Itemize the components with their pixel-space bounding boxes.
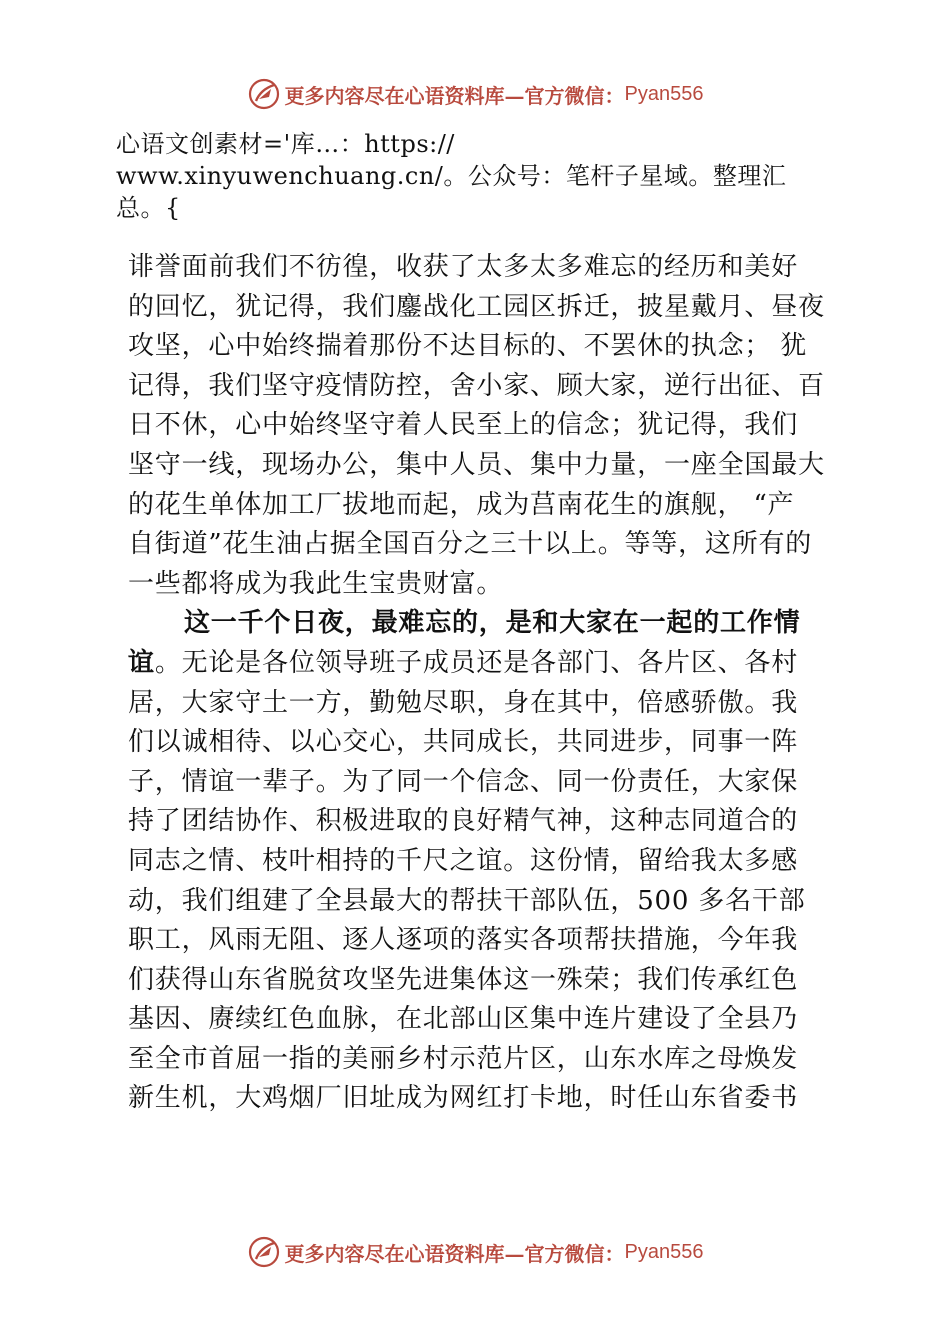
paragraph-heading-end: 谊 (128, 647, 155, 678)
paragraph-1 (128, 248, 844, 604)
logo-icon (247, 1235, 281, 1269)
text-line: 新生机，大鸡烟厂旧址成为网红打卡地，时任山东省委书 (128, 1083, 799, 1114)
source-line: 心语文创素材='库…：https:// (116, 130, 455, 158)
text-line: 诽誉面前我们不彷徨，收获了太多太多难忘的经历和美好 (128, 252, 799, 282)
text-line: 同志之情、枝叶相持的千尺之谊。这份情，留给我太多感 (128, 845, 799, 876)
paragraph-heading: 这一千个日夜，最难忘的，是和大家在一起的工作情 (184, 608, 801, 639)
text-line: 一些都将成为我此生宝贵财富。 (128, 568, 504, 599)
text-line (128, 644, 844, 684)
source-line: www.xinyuwenchuang.cn/。公众号：笔杆子星域。整理汇 (116, 162, 787, 190)
text-line: 动，我们组建了全县最大的帮扶干部队伍，500 多名干部 (128, 885, 806, 916)
source-note (116, 128, 846, 224)
document-body (128, 248, 844, 1119)
paragraph-2 (128, 604, 844, 1119)
header-banner (0, 74, 950, 114)
text-line: 基因、赓续红色血脉，在北部山区集中连片建设了全县乃 (128, 1004, 799, 1035)
text-line: 坚守一线，现场办公，集中人员、集中力量，一座全国最大 (128, 449, 825, 480)
text-line: 的花生单体加工厂拔地而起，成为莒南花生的旗舰， “产 (128, 489, 795, 520)
footer-banner (0, 1232, 950, 1272)
text-line: 子，情谊一辈子。为了同一个信念、同一份责任，大家保 (128, 766, 799, 797)
text-line: 的回忆，犹记得，我们鏖战化工园区拆迁，披星戴月、昼夜 (128, 291, 825, 322)
text-line: 持了团结协作、积极进取的良好精气神，这种志同道合的 (128, 806, 799, 837)
text-line: 居，大家守土一方，勤勉尽职，身在其中，倍感骄傲。我 (128, 687, 799, 718)
text-line: 们获得山东省脱贫攻坚先进集体这一殊荣；我们传承红色 (128, 964, 799, 995)
banner-text: 更多内容尽在心语资料库—官方微信： (284, 83, 625, 108)
source-line: 总。{ (116, 194, 181, 222)
banner-contact: Pyan556 (624, 1240, 704, 1263)
text-line: 自街道”花生油占据全国百分之三十以上。等等，这所有的 (128, 529, 813, 560)
text-line: 攻坚，心中始终揣着那份不达目标的、不罢休的执念； 犹 (128, 331, 808, 362)
text-line: 至全市首屈一指的美丽乡村示范片区，山东水库之母焕发 (128, 1043, 799, 1074)
banner-contact: Pyan556 (624, 82, 704, 105)
banner-text: 更多内容尽在心语资料库—官方微信： (284, 1241, 625, 1266)
text-line (128, 604, 844, 644)
text-line: 职工，风雨无阻、逐人逐项的落实各项帮扶措施，今年我 (128, 925, 799, 956)
text-line: 日不休，心中始终坚守着人民至上的信念；犹记得，我们 (128, 410, 799, 441)
logo-icon (247, 77, 281, 111)
text-line: 记得，我们坚守疫情防控，舍小家、顾大家，逆行出征、百 (128, 370, 825, 401)
text-line: 们以诚相待、以心交心，共同成长，共同进步，同事一阵 (128, 727, 799, 758)
text-span: 。无论是各位领导班子成员还是各部门、各片区、各村 (154, 647, 799, 678)
